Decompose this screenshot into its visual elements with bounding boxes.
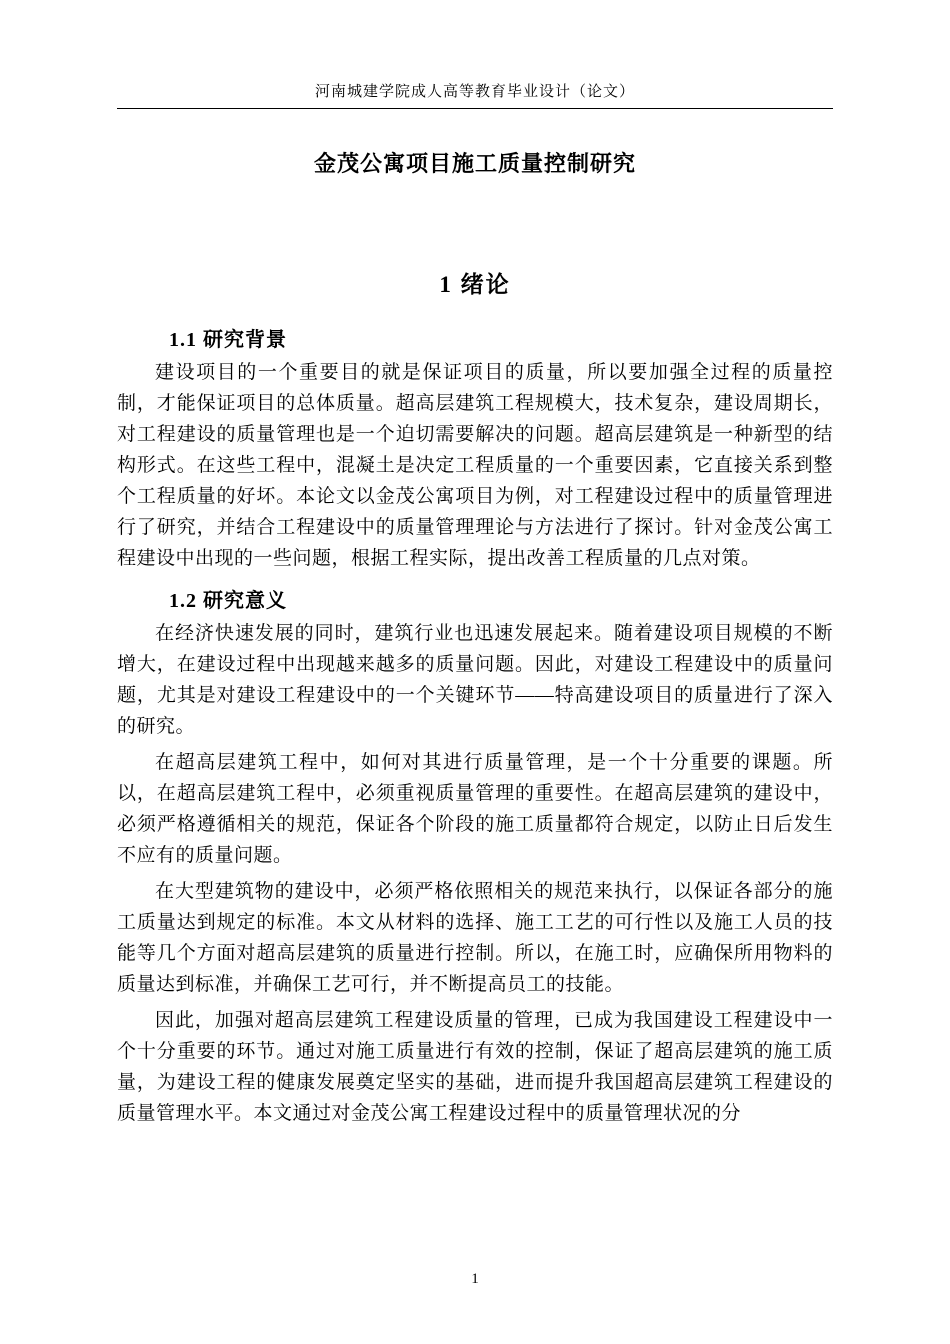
- paragraph-research-significance-2: 在超高层建筑工程中，如何对其进行质量管理，是一个十分重要的课题。所以，在超高层建筑工程中，必须重视质量管理的重要性。在超高层建筑的建设中，必须严格遵循相关的规范，保证各个阶段的施工质量都符合规定，以防止日后发生不应有的质量问题。: [117, 752, 833, 866]
- header-text: 河南城建学院成人高等教育毕业设计（论文）: [117, 80, 833, 109]
- paragraph-research-significance-1: 在经济快速发展的同时，建筑行业也迅速发展起来。随着建设项目规模的不断增大，在建设过程中出现越来越多的质量问题。因此，对建设工程建设中的质量问题，尤其是对建设工程建设中的一个关键环节——特高建设项目的质量进行了深入的研究。: [117, 623, 833, 737]
- chapter-heading: 1 绪论: [439, 272, 511, 297]
- paragraph-research-significance-3: 在大型建筑物的建设中，必须严格依照相关的规范来执行，以保证各部分的施工质量达到规定的标准。本文从材料的选择、施工工艺的可行性以及施工人员的技能等几个方面对超高层建筑的质量进行控制。所以，在施工时，应确保所用物料的质量达到标准，并确保工艺可行，并不断提高员工的技能。: [117, 881, 833, 995]
- page-header: [117, 0, 833, 109]
- page-number: 1: [471, 1271, 479, 1287]
- section-heading-1-2: 1.2 研究意义: [169, 590, 287, 612]
- document-content: [117, 0, 833, 1129]
- paragraph-research-significance-4: 因此，加强对超高层建筑工程建设质量的管理，已成为我国建设工程建设中一个十分重要的环节。通过对施工质量进行有效的控制，保证了超高层建筑的施工质量，为建设工程的健康发展奠定坚实的基础，进而提升我国超高层建筑工程建设的质量管理水平。本文通过对金茂公寓工程建设过程中的质量管理状况的分: [117, 1010, 833, 1124]
- paragraph-research-background: 建设项目的一个重要目的就是保证项目的质量，所以要加强全过程的质量控制，才能保证项目的总体质量。超高层建筑工程规模大，技术复杂，建设周期长，对工程建设的质量管理也是一个迫切需要解决的问题。超高层建筑是一种新型的结构形式。在这些工程中，混凝土是决定工程质量的一个重要因素，它直接关系到整个工程质量的好坏。本论文以金茂公寓项目为例，对工程建设过程中的质量管理进行了研究，并结合工程建设中的质量管理理论与方法进行了探讨。针对金茂公寓工程建设中出现的一些问题，根据工程实际，提出改善工程质量的几点对策。: [117, 362, 833, 569]
- section-heading-1-1: 1.1 研究背景: [169, 329, 287, 351]
- document-title: 金茂公寓项目施工质量控制研究: [313, 151, 636, 176]
